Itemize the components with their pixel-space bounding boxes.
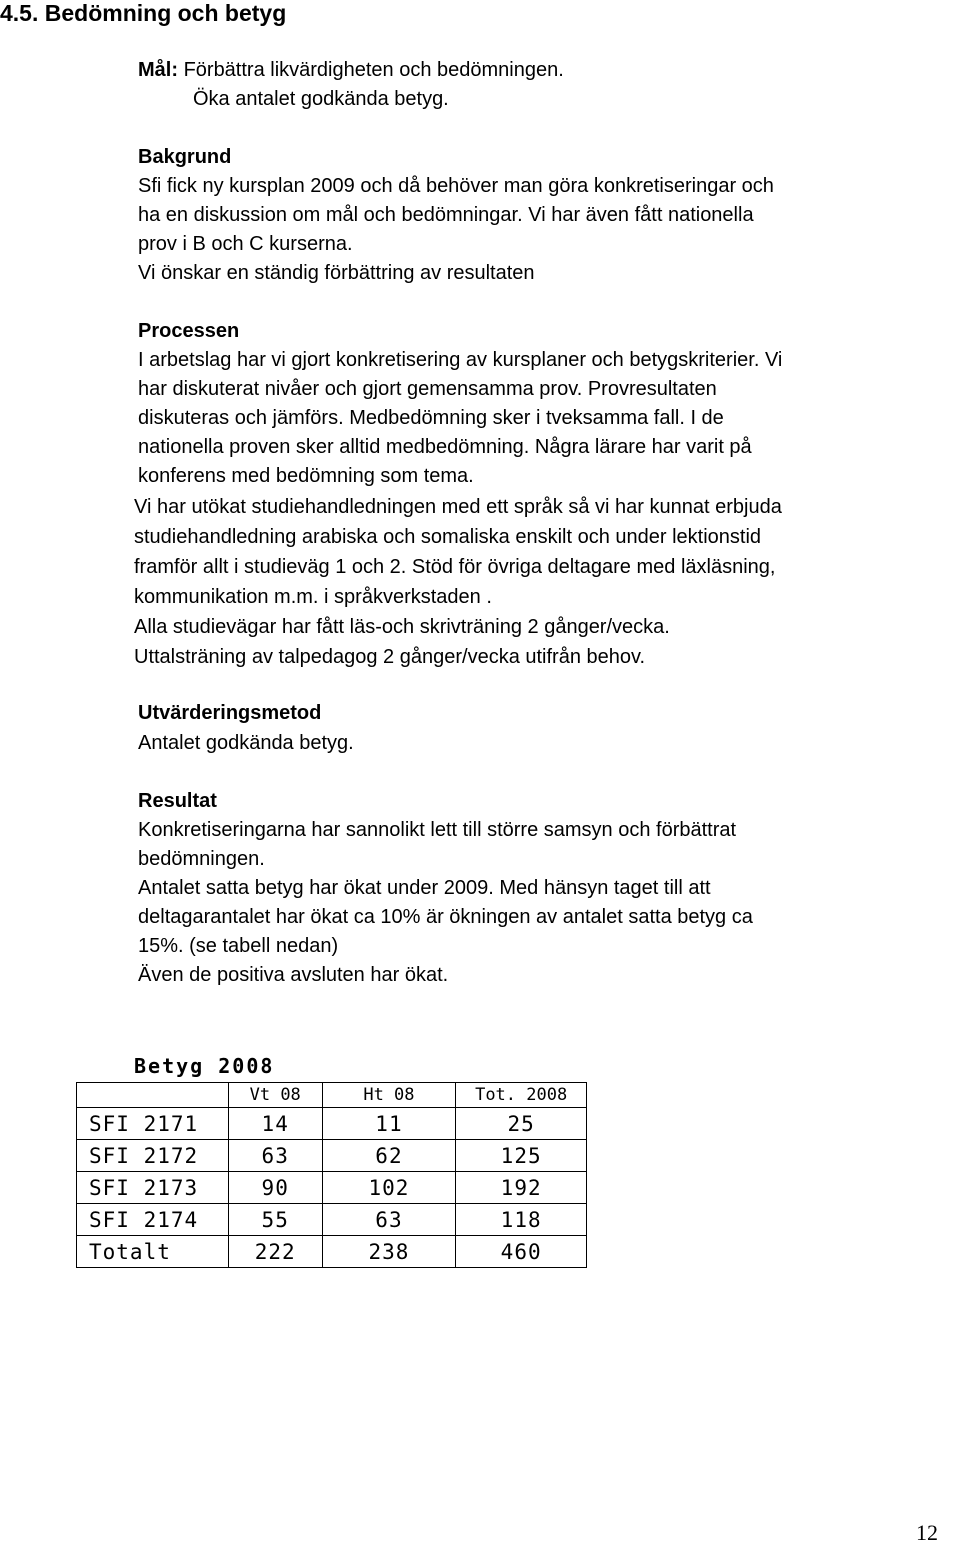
process-line-wide: kommunikation m.m. i språkverkstaden . (134, 586, 492, 608)
background-line: Vi önskar en ständig förbättring av resultaten (138, 262, 535, 284)
background-line: Sfi fick ny kursplan 2009 och då behöver man göra konkretiseringar och (138, 175, 774, 197)
result-line: Konkretiseringarna har sannolikt lett till större samsyn och förbättrat (138, 819, 737, 841)
goal-text-1: Förbättra likvärdigheten och bedömningen. (183, 59, 564, 81)
process-line: I arbetslag har vi gjort konkretisering av kursplaner och betygskriterier. Vi (138, 349, 783, 371)
section-heading: 4.5. Bedömning och betyg (0, 0, 287, 26)
process-line-wide: framför allt i studieväg 1 och 2. Stöd för övriga deltagare med läxläsning, (134, 556, 776, 578)
table-cell: 63 (228, 1140, 322, 1172)
grades-table (76, 1082, 587, 1268)
table-cell: 125 (456, 1140, 587, 1172)
table-row (77, 1108, 587, 1140)
process-line: diskuteras och jämförs. Medbedömning sker i tveksamma fall. I de (138, 407, 724, 429)
table-cell: 14 (228, 1108, 322, 1140)
result-line: deltagarantalet har ökat ca 10% är ökningen av antalet satta betyg ca (138, 906, 753, 928)
goal-line-2: Öka antalet godkända betyg. (193, 88, 449, 110)
goal-line-1 (138, 59, 564, 81)
table-cell: 460 (456, 1236, 587, 1268)
table-cell: 222 (228, 1236, 322, 1268)
table-header-cell: Vt 08 (228, 1083, 322, 1108)
process-line-wide: Uttalsträning av talpedagog 2 gånger/vecka utifrån behov. (134, 646, 646, 668)
process-heading: Processen (138, 320, 240, 342)
table-header-cell (77, 1083, 229, 1108)
table-cell: 238 (322, 1236, 456, 1268)
background-heading: Bakgrund (138, 146, 232, 168)
evaluation-heading: Utvärderingsmetod (138, 702, 322, 724)
table-cell: 62 (322, 1140, 456, 1172)
table-row-label: SFI 2174 (77, 1204, 229, 1236)
result-heading: Resultat (138, 790, 217, 812)
table-cell: 55 (228, 1204, 322, 1236)
table-row-label: Totalt (77, 1236, 229, 1268)
process-line: nationella proven sker alltid medbedömning. Några lärare har varit på (138, 436, 752, 458)
table-cell: 118 (456, 1204, 587, 1236)
process-line: konferens med bedömning som tema. (138, 465, 474, 487)
table-cell: 90 (228, 1172, 322, 1204)
process-line-wide: studiehandledning arabiska och somaliska enskilt och under lektionstid (134, 526, 762, 548)
page-number: 12 (916, 1520, 938, 1545)
table-header-cell: Ht 08 (322, 1083, 456, 1108)
table-row (77, 1204, 587, 1236)
evaluation-text: Antalet godkända betyg. (138, 732, 354, 754)
result-line: 15%. (se tabell nedan) (138, 935, 339, 957)
table-row-total (77, 1236, 587, 1268)
process-line-wide: Vi har utökat studiehandledningen med ett språk så vi har kunnat erbjuda (134, 496, 782, 518)
table-header-cell: Tot. 2008 (456, 1083, 587, 1108)
background-line: prov i B och C kurserna. (138, 233, 353, 255)
table-row-label: SFI 2173 (77, 1172, 229, 1204)
table-row-label: SFI 2171 (77, 1108, 229, 1140)
table-cell: 25 (456, 1108, 587, 1140)
grades-table-title: Betyg 2008 (134, 1054, 275, 1078)
result-line: Även de positiva avsluten har ökat. (138, 964, 449, 986)
process-line-wide: Alla studievägar har fått läs-och skrivträning 2 gånger/vecka. (134, 616, 670, 638)
table-row (77, 1140, 587, 1172)
table-cell: 192 (456, 1172, 587, 1204)
result-line: bedömningen. (138, 848, 265, 870)
table-cell: 102 (322, 1172, 456, 1204)
table-row (77, 1172, 587, 1204)
table-header-row (77, 1083, 587, 1108)
table-cell: 11 (322, 1108, 456, 1140)
background-line: ha en diskussion om mål och bedömningar. Vi har även fått nationella (138, 204, 754, 226)
table-cell: 63 (322, 1204, 456, 1236)
process-line: har diskuterat nivåer och gjort gemensamma prov. Provresultaten (138, 378, 717, 400)
goal-label: Mål: (138, 59, 178, 81)
table-row-label: SFI 2172 (77, 1140, 229, 1172)
result-line: Antalet satta betyg har ökat under 2009. Med hänsyn taget till att (138, 877, 711, 899)
